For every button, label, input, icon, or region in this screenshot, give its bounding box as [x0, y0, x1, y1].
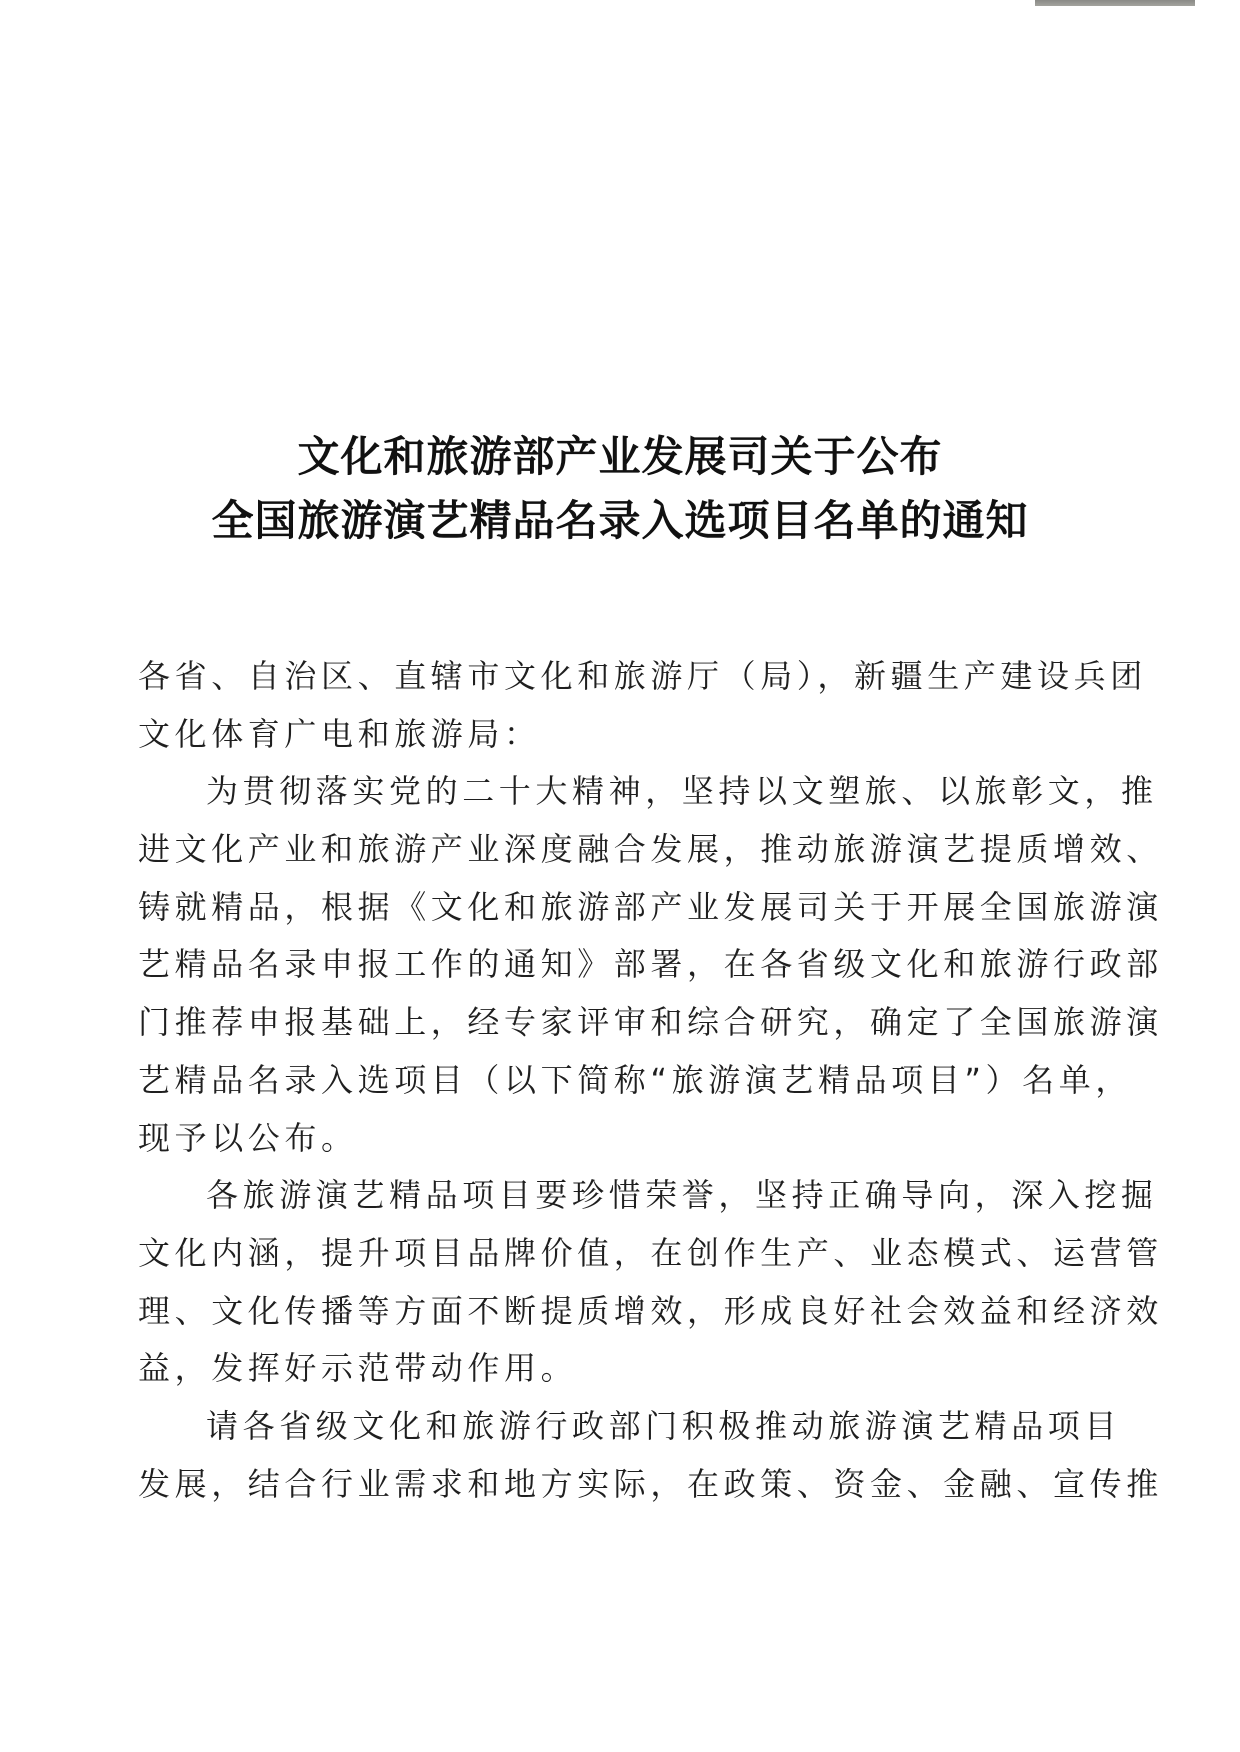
salutation-line: 各省、自治区、直辖市文化和旅游厅（局），新疆生产建设兵团: [138, 657, 1147, 695]
paragraph-line: 益，发挥好示范带动作用。: [138, 1349, 578, 1388]
salutation: [138, 648, 1147, 763]
paragraph-line: 艺精品名录入选项目（以下简称“旅游演艺精品项目”）名单，: [138, 1060, 1132, 1099]
document-body: [138, 648, 1163, 1513]
title-line-2: 全国旅游演艺精品名录入选项目名单的通知: [211, 496, 1029, 545]
paragraph-line: 请各省级文化和旅游行政部门积极推动旅游演艺精品项目: [206, 1406, 1122, 1445]
paragraph-line: 铸就精品，根据《文化和旅游部产业发展司关于开展全国旅游演: [138, 887, 1163, 926]
paragraph-announcement: [138, 763, 1163, 1167]
paragraph-line: 进文化产业和旅游产业深度融合发展，推动旅游演艺提质增效、: [138, 830, 1163, 869]
paragraph-line: 现予以公布。: [138, 1118, 358, 1157]
paragraph-provincial-support: [138, 1398, 1163, 1513]
paragraph-line: 文化内涵，提升项目品牌价值，在创作生产、业态模式、运营管: [138, 1233, 1163, 1272]
document-title: [0, 425, 1240, 553]
paragraph-line: 艺精品名录申报工作的通知》部署，在各省级文化和旅游行政部: [138, 945, 1163, 984]
paragraph-project-requirements: [138, 1167, 1163, 1398]
paragraph-line: 门推荐申报基础上，经专家评审和综合研究，确定了全国旅游演: [138, 1003, 1163, 1042]
paragraph-line: 理、文化传播等方面不断提质增效，形成良好社会效益和经济效: [138, 1291, 1163, 1330]
title-line-1: 文化和旅游部产业发展司关于公布: [297, 432, 943, 481]
paragraph-line: 发展，结合行业需求和地方实际，在政策、资金、金融、宣传推: [138, 1464, 1163, 1503]
salutation-line: 文化体育广电和旅游局：: [138, 714, 541, 753]
paragraph-line: 为贯彻落实党的二十大精神，坚持以文塑旅、以旅彰文，推: [206, 772, 1158, 811]
paragraph-line: 各旅游演艺精品项目要珍惜荣誉，坚持正确导向，深入挖掘: [206, 1176, 1158, 1215]
